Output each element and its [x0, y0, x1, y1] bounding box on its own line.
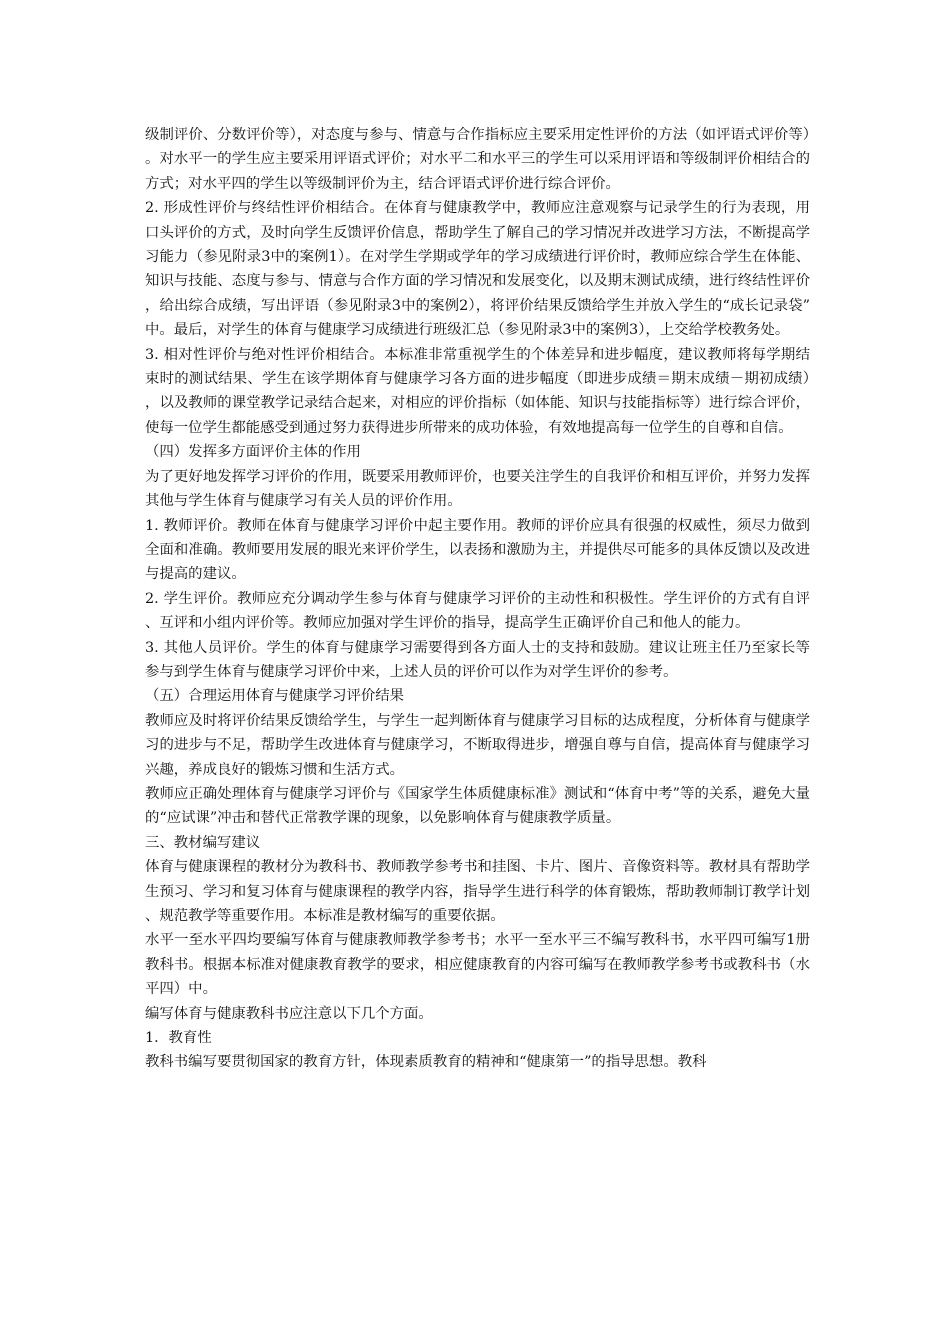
body-paragraph: 教师应正确处理体育与健康学习评价与《国家学生体质健康标准》测试和“体育中考”等的关系，避免大量的“应试课”冲击和替代正常教学课的现象，以免影响体育与健康教学质量。 [145, 785, 810, 827]
body-paragraph: 3. 相对性评价与绝对性评价相结合。本标准非常重视学生的个体差异和进步幅度，建议教师将每学期结束时的测试结果、学生在该学期体育与健康学习各方面的进步幅度（即进步成绩＝期末成绩－期初成绩），以及教师的课堂教学记录结合起来，对相应的评价指标（如体能、知识与技能指标等）进行综合评价，使每一位学生都能感受到通过努力获得进步所带来的成功体验，有效地提高每一位学生的自尊和自信。 [145, 346, 810, 436]
section-heading: （四）发挥多方面评价主体的作用 [145, 444, 361, 461]
body-paragraph: 教师应及时将评价结果反馈给学生，与学生一起判断体育与健康学习目标的达成程度，分析体育与健康学习的进步与不足，帮助学生改进体育与健康学习，不断取得进步，增强自尊与自信，提高体育与健康学习兴趣，养成良好的锻炼习惯和生活方式。 [145, 712, 810, 778]
body-paragraph: 编写体育与健康教科书应注意以下几个方面。 [145, 1005, 433, 1022]
body-paragraph: 2. 形成性评价与终结性评价相结合。在体育与健康教学中，教师应注意观察与记录学生的行为表现，用口头评价的方式，及时向学生反馈评价信息，帮助学生了解自己的学习情况并改进学习方法，不断提高学习能力（参见附录3中的案例1）。在对学生学期或学年的学习成绩进行评价时，教师应综合学生在体能、知识与技能、态度与参与、情意与合作方面的学习情况和发展变化，以及期末测试成绩，进行终结性评价，给出综合成绩，写出评语（参见附录3中的案例2），将评价结果反馈给学生并放入学生的“成长记录袋”中。最后，对学生的体育与健康学习成绩进行班级汇总（参见附录3中的案例3），上交给学校教务处。 [145, 200, 810, 339]
section-heading: （五）合理运用体育与健康学习评价结果 [145, 688, 405, 705]
document-page [145, 123, 810, 1075]
section-heading: 1．教育性 [145, 1030, 212, 1047]
body-paragraph: 1. 教师评价。教师在体育与健康学习评价中起主要作用。教师的评价应具有很强的权威性，须尽力做到全面和准确。教师要用发展的眼光来评价学生，以表扬和激励为主，并提供尽可能多的具体反馈以及改进与提高的建议。 [145, 517, 810, 583]
section-heading: 三、教材编写建议 [145, 834, 261, 851]
body-paragraph: 3. 其他人员评价。学生的体育与健康学习需要得到各方面人士的支持和鼓励。建议让班主任乃至家长等参与到学生体育与健康学习评价中来，上述人员的评价可以作为对学生评价的参考。 [145, 639, 810, 680]
body-paragraph: 2. 学生评价。教师应充分调动学生参与体育与健康学习评价的主动性和积极性。学生评价的方式有自评、互评和小组内评价等。教师应加强对学生评价的指导，提高学生正确评价自己和他人的能力。 [145, 590, 810, 632]
body-paragraph: 体育与健康课程的教材分为教科书、教师教学参考书和挂图、卡片、图片、音像资料等。教材具有帮助学生预习、学习和复习体育与健康课程的教学内容，指导学生进行科学的体育锻炼，帮助教师制订教学计划、规范教学等重要作用。本标准是教材编写的重要依据。 [145, 859, 810, 924]
body-paragraph: 为了更好地发挥学习评价的作用，既要采用教师评价，也要关注学生的自我评价和相互评价，并努力发挥其他与学生体育与健康学习有关人员的评价作用。 [145, 468, 810, 510]
body-paragraph: 水平一至水平四均要编写体育与健康教师教学参考书；水平一至水平三不编写教科书，水平四可编写1册教科书。根据本标准对健康教育教学的要求，相应健康教育的内容可编写在教师教学参考书或教科书（水平四）中。 [145, 932, 810, 998]
body-paragraph: 级制评价、分数评价等），对态度与参与、情意与合作指标应主要采用定性评价的方法（如评语式评价等）。对水平一的学生应主要采用评语式评价；对水平二和水平三的学生可以采用评语和等级制评价相结合的方式；对水平四的学生以等级制评价为主，结合评语式评价进行综合评价。 [145, 127, 810, 192]
body-paragraph: 教科书编写要贯彻国家的教育方针，体现素质教育的精神和“健康第一”的指导思想。教科 [145, 1054, 707, 1071]
